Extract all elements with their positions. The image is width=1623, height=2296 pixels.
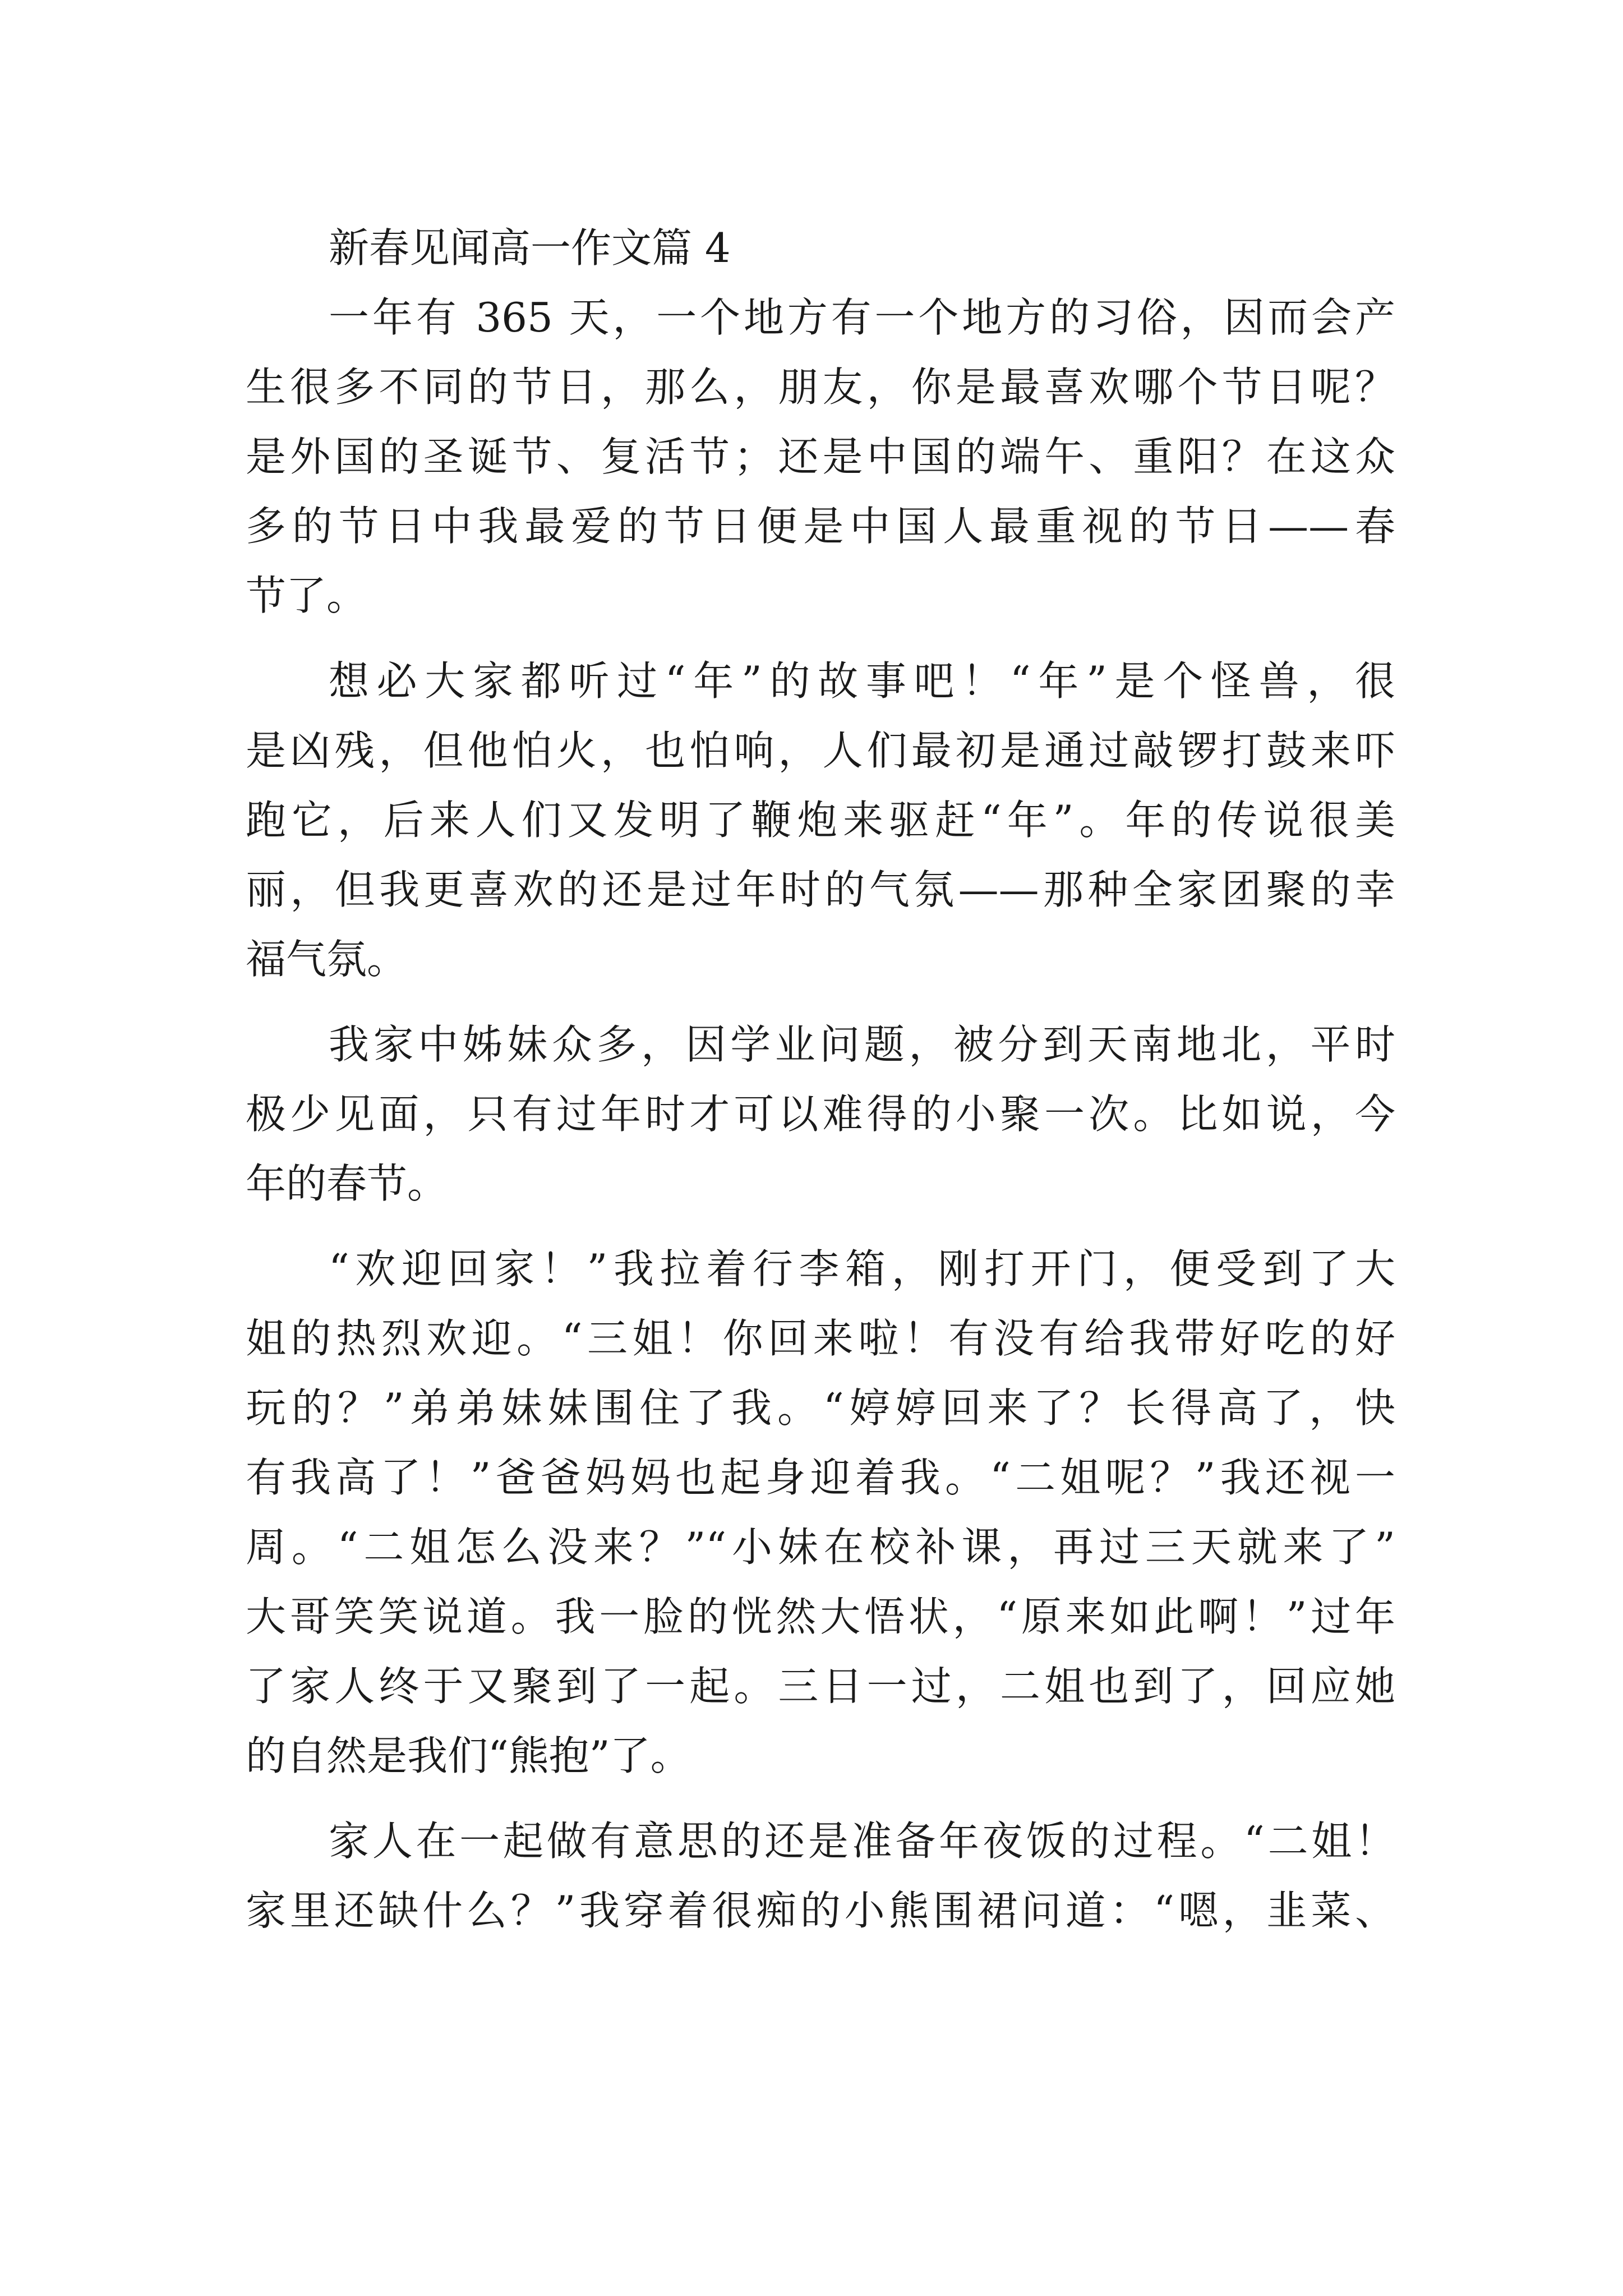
paragraph-3 (246, 1010, 1395, 1218)
paragraph-2 (246, 646, 1395, 994)
paragraph-line: 丽，但我更喜欢的还是过年时的气氛——那种全家团聚的幸 (246, 866, 1395, 913)
paragraph-line: 我家中姊妹众多，因学业问题，被分到天南地北，平时 (329, 1021, 1395, 1068)
paragraph-line: 大哥笑笑说道。我一脸的恍然大悟状，“原来如此啊！”过年 (246, 1593, 1395, 1640)
paragraph-line: 生很多不同的节日，那么，朋友，你是最喜欢哪个节日呢？ (246, 364, 1395, 411)
paragraph-line: 家里还缺什么？”我穿着很痴的小熊围裙问道：“嗯，韭菜、 (246, 1887, 1395, 1934)
paragraph-line: 了家人终于又聚到了一起。三日一过，二姐也到了，回应她 (246, 1663, 1395, 1710)
essay-title: 新春见闻高一作文篇 4 (329, 224, 731, 272)
paragraph-5 (246, 1806, 1395, 1945)
paragraph-line: 一年有 365 天，一个地方有一个地方的习俗，因而会产 (329, 294, 1395, 341)
paragraph-line: 跑它，后来人们又发明了鞭炮来驱赶“年”。年的传说很美 (246, 797, 1395, 844)
paragraph-line: 福气氛。 (246, 936, 408, 983)
paragraph-1 (246, 283, 1395, 631)
paragraph-line: 家人在一起做有意思的还是准备年夜饭的过程。“二姐！ (329, 1818, 1395, 1865)
paragraph-line: 年的春节。 (246, 1160, 448, 1207)
paragraph-4 (246, 1234, 1395, 1791)
paragraph-line: 极少见面，只有过年时才可以难得的小聚一次。比如说，今 (246, 1091, 1395, 1138)
paragraph-line: 是凶残，但他怕火，也怕响，人们最初是通过敲锣打鼓来吓 (246, 727, 1395, 774)
paragraph-line: 的自然是我们“熊抱”了。 (246, 1732, 691, 1779)
paragraph-line: 节了。 (246, 572, 367, 619)
paragraph-line: “欢迎回家！”我拉着行李箱，刚打开门，便受到了大 (329, 1245, 1395, 1292)
paragraph-line: 玩的？”弟弟妹妹围住了我。“婷婷回来了？长得高了，快 (246, 1384, 1395, 1432)
paragraph-line: 是外国的圣诞节、复活节；还是中国的端午、重阳？在这众 (246, 433, 1395, 480)
paragraph-line: 想必大家都听过“年”的故事吧！“年”是个怪兽，很 (329, 657, 1395, 705)
paragraph-line: 姐的热烈欢迎。“三姐！你回来啦！有没有给我带好吃的好 (246, 1315, 1395, 1362)
paragraph-line: 多的节日中我最爱的节日便是中国人最重视的节日——春 (246, 503, 1395, 550)
paragraph-line: 周。“二姐怎么没来？”“小妹在校补课，再过三天就来了” (246, 1524, 1395, 1571)
document-body (246, 213, 1395, 1945)
paragraph-line: 有我高了！”爸爸妈妈也起身迎着我。“二姐呢？”我还视一 (246, 1454, 1395, 1501)
